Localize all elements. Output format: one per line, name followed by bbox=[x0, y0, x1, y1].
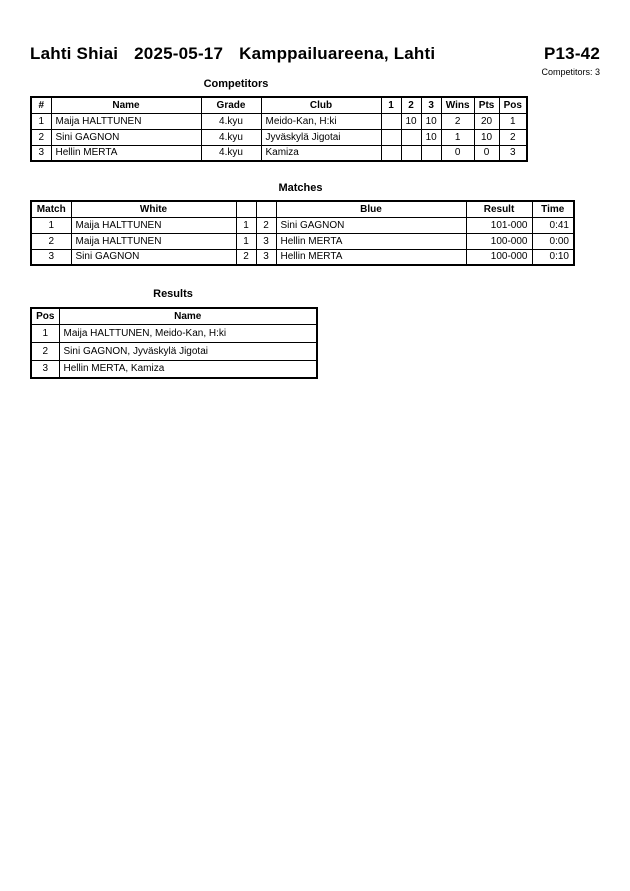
col-header-pts: Pts bbox=[474, 97, 499, 113]
white-name: Maija HALTTUNEN bbox=[71, 217, 236, 233]
col-header-blue-num bbox=[256, 201, 276, 217]
result-name: Hellin MERTA, Kamiza bbox=[59, 360, 317, 378]
event-name: Lahti Shiai bbox=[30, 44, 119, 63]
competitor-wins: 1 bbox=[441, 129, 474, 145]
match-result: 100-000 bbox=[466, 233, 532, 249]
match-time: 0:00 bbox=[532, 233, 574, 249]
col-header-white: White bbox=[71, 201, 236, 217]
blue-name: Hellin MERTA bbox=[276, 249, 466, 265]
results-header-row bbox=[31, 308, 317, 324]
competitor-name: Maija HALTTUNEN bbox=[51, 113, 201, 129]
competitor-pos: 1 bbox=[499, 113, 527, 129]
competitor-grade: 4.kyu bbox=[201, 113, 261, 129]
competitor-pts: 20 bbox=[474, 113, 499, 129]
competitor-grade: 4.kyu bbox=[201, 145, 261, 161]
competitor-row bbox=[31, 113, 527, 129]
results-table bbox=[30, 307, 318, 379]
event-venue: Kamppailuareena, Lahti bbox=[239, 44, 436, 63]
col-header-name: Name bbox=[59, 308, 317, 324]
competitors-header-row bbox=[31, 97, 527, 113]
competitor-club: Jyväskylä Jigotai bbox=[261, 129, 381, 145]
match-result: 100-000 bbox=[466, 249, 532, 265]
blue-seed: 3 bbox=[256, 249, 276, 265]
competitor-pos: 2 bbox=[499, 129, 527, 145]
col-header-result: Result bbox=[466, 201, 532, 217]
white-name: Sini GAGNON bbox=[71, 249, 236, 265]
result-row bbox=[31, 342, 317, 360]
competitors-heading: Competitors bbox=[203, 78, 269, 90]
result-name: Sini GAGNON, Jyväskylä Jigotai bbox=[59, 342, 317, 360]
competitor-num: 3 bbox=[31, 145, 51, 161]
competitor-name: Hellin MERTA bbox=[51, 145, 201, 161]
result-row bbox=[31, 360, 317, 378]
col-header-m3: 3 bbox=[421, 97, 441, 113]
competitor-pos: 3 bbox=[499, 145, 527, 161]
score-vs-2 bbox=[401, 145, 421, 161]
competitor-num: 1 bbox=[31, 113, 51, 129]
score-vs-3: 10 bbox=[421, 129, 441, 145]
white-seed: 2 bbox=[236, 249, 256, 265]
result-row bbox=[31, 324, 317, 342]
results-heading: Results bbox=[153, 288, 193, 300]
white-seed: 1 bbox=[236, 233, 256, 249]
competitor-name: Sini GAGNON bbox=[51, 129, 201, 145]
score-vs-1 bbox=[381, 145, 401, 161]
competitor-wins: 2 bbox=[441, 113, 474, 129]
matches-header-row bbox=[31, 201, 574, 217]
matches-heading: Matches bbox=[278, 182, 323, 194]
score-vs-3: 10 bbox=[421, 113, 441, 129]
col-header-time: Time bbox=[532, 201, 574, 217]
score-vs-1 bbox=[381, 113, 401, 129]
score-vs-2 bbox=[401, 129, 421, 145]
score-vs-1 bbox=[381, 129, 401, 145]
col-header-m2: 2 bbox=[401, 97, 421, 113]
result-pos: 2 bbox=[31, 342, 59, 360]
col-header-num: # bbox=[31, 97, 51, 113]
col-header-wins: Wins bbox=[441, 97, 474, 113]
col-header-pos: Pos bbox=[31, 308, 59, 324]
match-number: 2 bbox=[31, 233, 71, 249]
page-title bbox=[30, 44, 600, 64]
col-header-name: Name bbox=[51, 97, 201, 113]
competitor-club: Meido-Kan, H:ki bbox=[261, 113, 381, 129]
match-number: 3 bbox=[31, 249, 71, 265]
competitor-pts: 0 bbox=[474, 145, 499, 161]
blue-name: Sini GAGNON bbox=[276, 217, 466, 233]
match-row bbox=[31, 249, 574, 265]
competitor-num: 2 bbox=[31, 129, 51, 145]
col-header-grade: Grade bbox=[201, 97, 261, 113]
match-time: 0:10 bbox=[532, 249, 574, 265]
col-header-pos: Pos bbox=[499, 97, 527, 113]
competitor-row bbox=[31, 129, 527, 145]
white-seed: 1 bbox=[236, 217, 256, 233]
competitor-wins: 0 bbox=[441, 145, 474, 161]
result-name: Maija HALTTUNEN, Meido-Kan, H:ki bbox=[59, 324, 317, 342]
match-time: 0:41 bbox=[532, 217, 574, 233]
result-pos: 1 bbox=[31, 324, 59, 342]
competitor-club: Kamiza bbox=[261, 145, 381, 161]
white-name: Maija HALTTUNEN bbox=[71, 233, 236, 249]
match-row bbox=[31, 217, 574, 233]
blue-seed: 3 bbox=[256, 233, 276, 249]
blue-seed: 2 bbox=[256, 217, 276, 233]
competitor-grade: 4.kyu bbox=[201, 129, 261, 145]
matches-table bbox=[30, 200, 575, 266]
score-vs-3 bbox=[421, 145, 441, 161]
col-header-blue: Blue bbox=[276, 201, 466, 217]
match-result: 101-000 bbox=[466, 217, 532, 233]
col-header-match: Match bbox=[31, 201, 71, 217]
col-header-club: Club bbox=[261, 97, 381, 113]
competitors-table bbox=[30, 96, 528, 162]
event-date: 2025-05-17 bbox=[134, 44, 224, 63]
score-vs-2: 10 bbox=[401, 113, 421, 129]
result-pos: 3 bbox=[31, 360, 59, 378]
col-header-white-num bbox=[236, 201, 256, 217]
competitor-pts: 10 bbox=[474, 129, 499, 145]
category-code: P13-42 bbox=[543, 44, 600, 63]
competitors-count: Competitors: 3 bbox=[541, 67, 600, 77]
blue-name: Hellin MERTA bbox=[276, 233, 466, 249]
competitor-row bbox=[31, 145, 527, 161]
match-row bbox=[31, 233, 574, 249]
col-header-m1: 1 bbox=[381, 97, 401, 113]
match-number: 1 bbox=[31, 217, 71, 233]
